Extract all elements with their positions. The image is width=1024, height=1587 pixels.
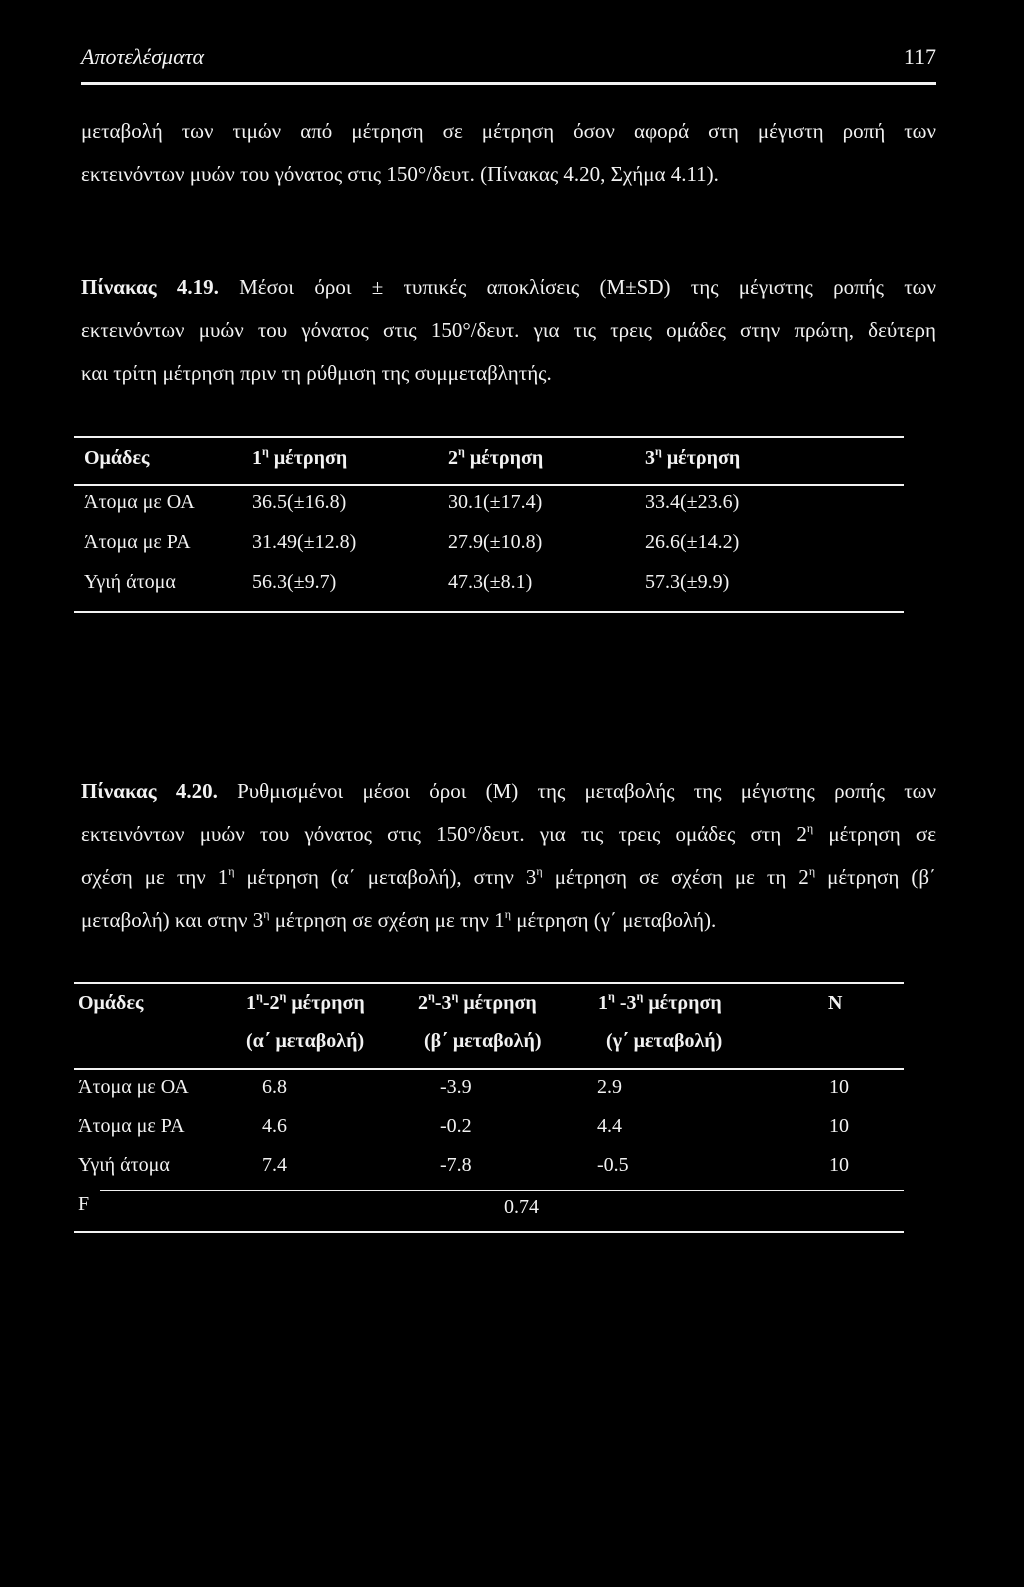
table2-cell: -7.8 [440, 1154, 472, 1176]
table1-bottom-rule [74, 611, 904, 613]
running-header-title: Αποτελέσματα [81, 44, 205, 69]
table2-header-col1-sub: (α΄ μεταβολή) [246, 1030, 365, 1052]
table2-cell: 7.4 [262, 1154, 287, 1176]
table1-cell: 56.3(±9.7) [252, 571, 337, 593]
table2-caption-line-2: εκτεινόντων μυών του γόνατος στις 150°/δευτ. για τις τρεις ομάδες στη $2^\eta$ μέτρηση σε [81, 821, 937, 846]
table1-cell: Υγιή άτομα [84, 571, 176, 593]
table1-cell: 31.49(±12.8) [252, 531, 357, 553]
intro-paragraph [81, 110, 936, 196]
table2-header-n: N [828, 992, 843, 1014]
table2-caption-line-4: μεταβολή) και στην $3^\eta$ μέτρηση σε σχέση με την $1^\eta$ μέτρηση (γ΄ μεταβολή). [81, 907, 717, 932]
table2-cell: -0.5 [597, 1154, 629, 1176]
table1-header-rule [74, 484, 904, 486]
table2-cell: 4.6 [262, 1115, 287, 1137]
table2-f-rule [100, 1190, 904, 1191]
table1-header-col2: $2^\eta$ μέτρηση [448, 444, 544, 469]
table2-header-groups: Ομάδες [78, 992, 144, 1014]
intro-line-2: εκτεινόντων μυών του γόνατος στις 150°/δευτ. (Πίνακας 4.20, Σχήμα 4.11). [81, 162, 719, 186]
table2-cell: Άτομα με ΟΑ [78, 1076, 189, 1098]
table2-cell: 6.8 [262, 1076, 287, 1098]
table2-caption-line-1: Ρυθμισμένοι μέσοι όροι (Μ) της μεταβολής της μέγιστης ροπής των [237, 779, 936, 803]
header-divider [81, 82, 936, 85]
table2-cell: 2.9 [597, 1076, 622, 1098]
table2-cell: -0.2 [440, 1115, 472, 1137]
table1-header-col3: $3^\eta$ μέτρηση [645, 444, 741, 469]
table1-header-col1: $1^\eta$ μέτρηση [252, 444, 348, 469]
table1-cell: 33.4(±23.6) [645, 491, 740, 513]
table1-caption-line-2: εκτεινόντων μυών του γόνατος στις 150°/δευτ. για τις τρεις ομάδες στην πρώτη, δεύτερη [81, 318, 936, 342]
table2-cell: 10 [829, 1076, 849, 1098]
table1-cell: Άτομα με ΟΑ [84, 491, 195, 513]
table1-cell: 36.5(±16.8) [252, 491, 347, 513]
table2-header-col1: $1^\eta-2^\eta$ μέτρηση [246, 989, 365, 1014]
page-number: 117 [903, 44, 936, 69]
table2-header-col2-sub: (β΄ μεταβολή) [424, 1030, 542, 1052]
table2-caption-line-3: σχέση με την $1^\eta$ μέτρηση (α΄ μεταβολή), στην $3^\eta$ μέτρηση σε σχέση με τη $2^\eta$ μέτρηση (β΄ [81, 864, 937, 889]
table2-f-value: 0.74 [504, 1196, 539, 1218]
table1-caption [81, 266, 936, 395]
table1-cell: 27.9(±10.8) [448, 531, 543, 553]
intro-line-1: μεταβολή των τιμών από μέτρηση σε μέτρηση όσον αφορά στη μέγιστη ροπή των [81, 119, 936, 143]
table2-header-rule [74, 1068, 904, 1070]
table1-top-rule [74, 436, 904, 438]
table1-caption-label: Πίνακας 4.19. [81, 275, 219, 299]
table2-header-col3-sub: (γ΄ μεταβολή) [606, 1030, 723, 1052]
table2-caption-label: Πίνακας 4.20. [81, 779, 218, 803]
table2-top-rule [74, 982, 904, 984]
table1-caption-line-1: Μέσοι όροι ± τυπικές αποκλίσεις (M±SD) της μέγιστης ροπής των [239, 275, 937, 299]
table2-cell: Άτομα με ΡΑ [78, 1115, 185, 1137]
table2-cell: 10 [829, 1154, 849, 1176]
table2-cell: 10 [829, 1115, 849, 1137]
table2-header-col3: $1^\eta$ $-3^\eta$ μέτρηση [598, 989, 722, 1014]
table1-cell: 57.3(±9.9) [645, 571, 730, 593]
table2-cell: 4.4 [597, 1115, 622, 1137]
table2-bottom-rule [74, 1231, 904, 1233]
table1-cell: 26.6(±14.2) [645, 531, 740, 553]
table2-cell: Υγιή άτομα [78, 1154, 170, 1176]
table1-header-groups: Ομάδες [84, 447, 150, 469]
table1-cell: 30.1(±17.4) [448, 491, 543, 513]
table2-header-col2: $2^\eta-3^\eta$ μέτρηση [418, 989, 537, 1014]
table2-caption [81, 770, 936, 942]
table1-caption-line-3: και τρίτη μέτρηση πριν τη ρύθμιση της συμμεταβλητής. [81, 361, 552, 385]
table1-cell: Άτομα με ΡΑ [84, 531, 191, 553]
table1-cell: 47.3(±8.1) [448, 571, 533, 593]
table2-cell: -3.9 [440, 1076, 472, 1098]
table2-f-label: F [78, 1193, 90, 1215]
